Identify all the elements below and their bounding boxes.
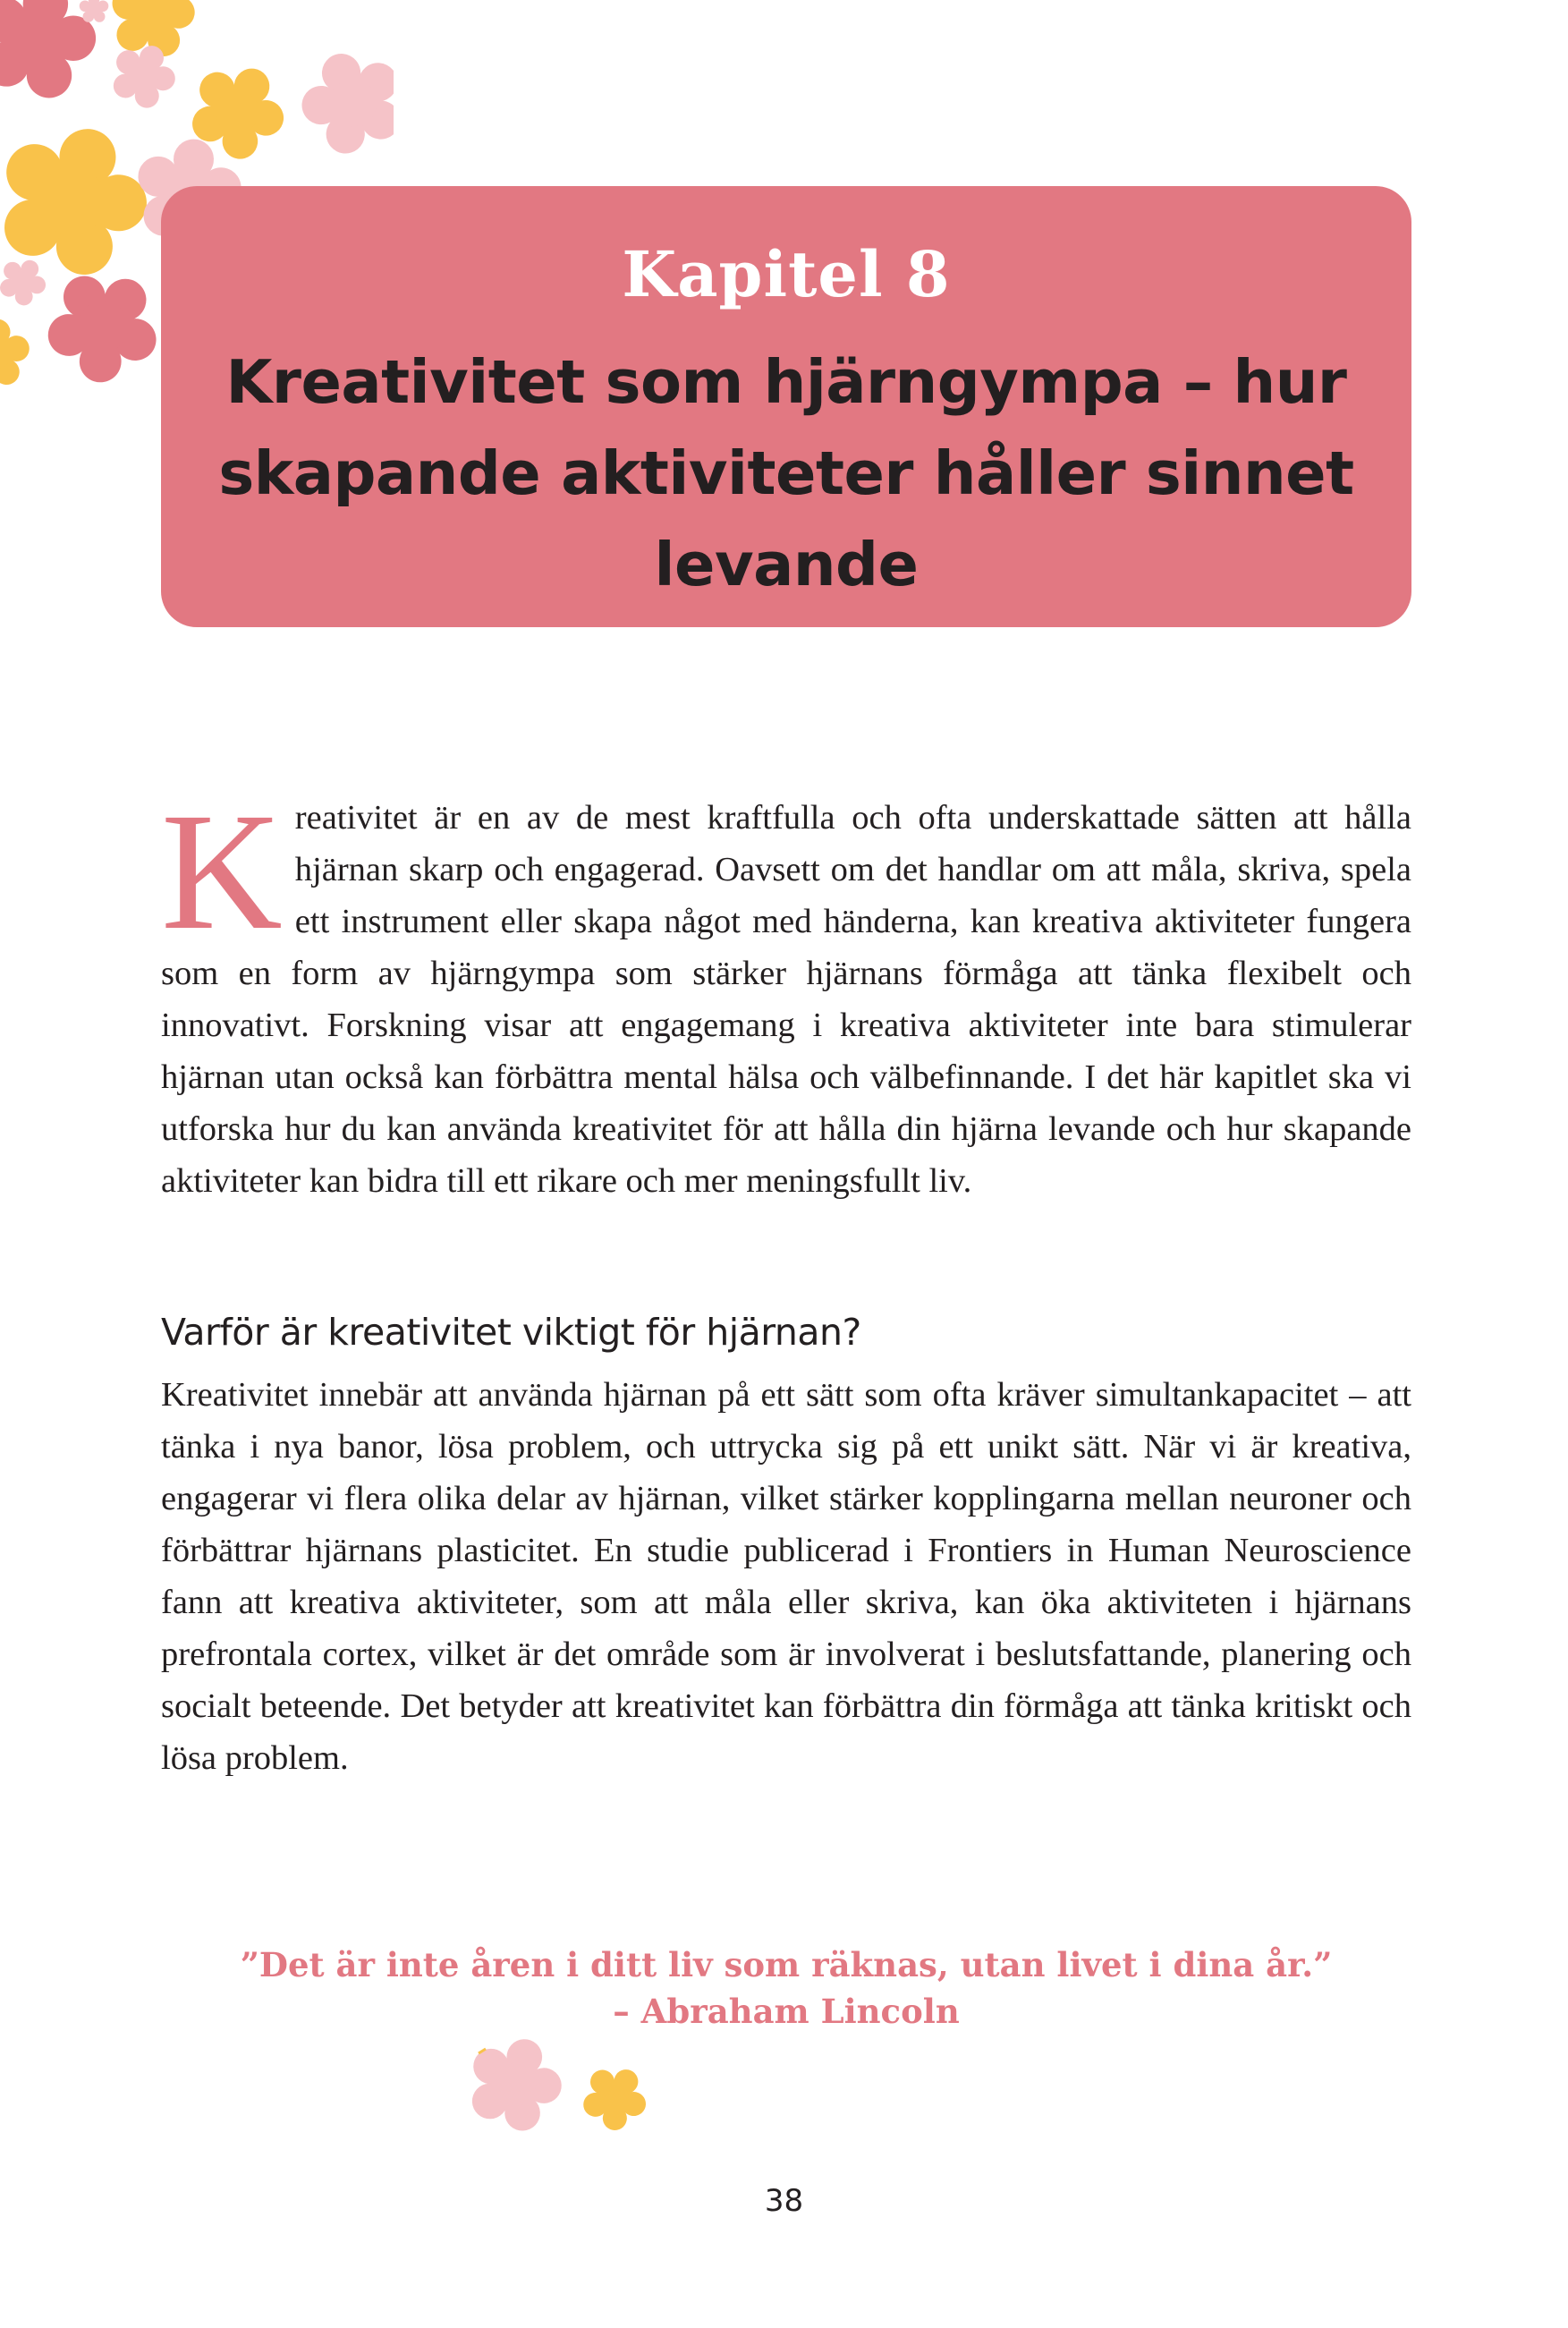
chapter-title-line-1: Kreativitet som hjärngympa – hur [225, 347, 1347, 417]
chapter-label: Kapitel 8 [622, 237, 951, 311]
quote-block [161, 1941, 1411, 2035]
intro-paragraph [161, 777, 1411, 1207]
quote-author: – Abraham Lincoln [613, 1992, 960, 2031]
chapter-title-line-2: skapande aktiviteter håller sinnet levande [218, 438, 1354, 599]
section-paragraph: Kreativitet innebär att använda hjärnan på ett sätt som ofta kräver simultankapacitet – att tänka i nya banor, lösa problem, och uttrycka sig på ett unikt sätt. När vi är kreativa, engagerar vi flera olika delar av hjärnan, vilket stärker kopplingarna mellan neuroner och förbättrar hjärnans plasticitet. En studie publicerad i Frontiers in Human Neuroscience fann att kreativa aktiviteter, som att måla eller skriva, kan öka aktiviteten i hjärnans prefrontala cortex, vilket är det område som är involverat i beslutsfattande, planering och socialt beteende. Det betyder att kreativitet kan förbättra din förmåga att tänka kritiskt och lösa problem. [161, 1376, 1411, 1777]
page-number: 38 [764, 2183, 804, 2219]
drop-cap: K [161, 777, 283, 964]
chapter-header-box [161, 186, 1411, 627]
intro-text: reativitet är en av de mest kraftfulla och ofta underskattade sätten att hålla hjärnan skarp och engagerad. Oavsett om det handlar om att måla, skriva, spela ett instrument eller skapa något med händerna, kan kreativa aktiviteter fungera som en form av hjärngympa som stärker hjärnans förmåga att tänka flexibelt och innovativt. Forskning visar att engagemang i kreativa aktiviteter inte bara stimulerar hjärnan utan också kan förbättra mental hälsa och välbefinnande. I det här kapitlet ska vi utforska hur du kan använda kreativitet för att hålla din hjärna levande och hur skapande aktiviteter kan bidra till ett rikare och mer meningsfullt liv. [161, 799, 1411, 1200]
quote-text: ”Det är inte åren i ditt liv som räknas, utan livet i dina år.” [240, 1945, 1333, 1984]
chapter-title [161, 336, 1411, 610]
section-heading: Varför är kreativitet viktigt för hjärnan? [161, 1311, 861, 1354]
flower-decoration-bottom [461, 2026, 675, 2170]
